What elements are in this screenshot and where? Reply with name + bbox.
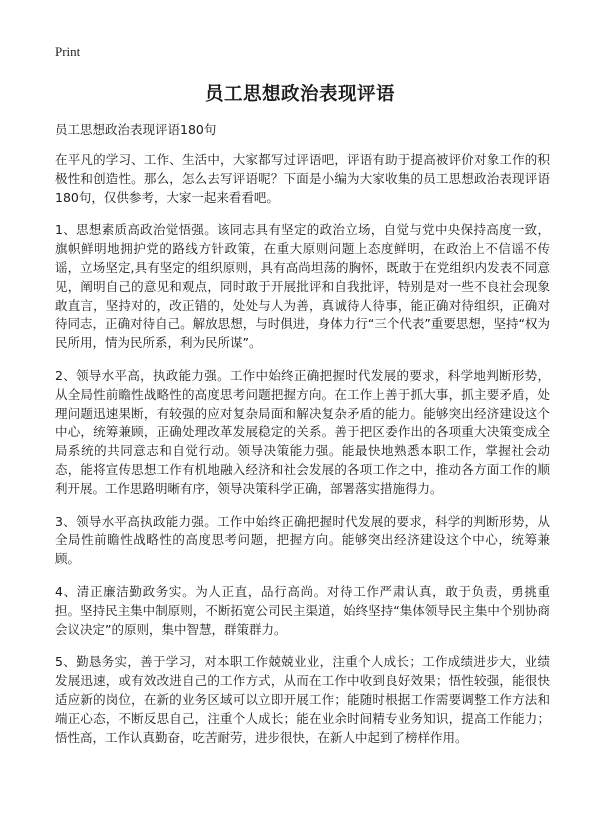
- document-subtitle: 员工思想政治表现评语180句: [55, 122, 217, 137]
- print-link[interactable]: Print: [55, 44, 81, 59]
- paragraph-2: 2、领导水平高，执政能力强。工作中始终正确把握时代发展的要求，科学地判断形势，从全局性前瞻性战略性的高度思考问题把握方向。在工作上善于抓大事，抓主要矛盾，处理问题迅速果断，有较强的应对复杂局面和解决复杂矛盾的能力。能够突出经济建设这个中心，统筹兼顾，正确处理改革发展稳定的关系。善于把区委作出的各项重大决策变成全局系统的共同意志和自觉行动。领导决策能力强。能最快地熟悉本职工作，掌握社会动态，能将宣传思想工作有机地融入经济和社会发展的各项工作之中，推动各方面工作的顺利开展。工作思路明晰有序，领导决策科学正确，部署落实措施得力。: [55, 367, 550, 496]
- paragraph-4: 4、清正廉洁勤政务实。为人正直，品行高尚。对待工作严肃认真，敢于负责，勇挑重担。坚持民主集中制原则，不断拓宽公司民主渠道，始终坚持“集体领导民主集中个别协商会议决定”的原则，集中智慧，群策群力。: [55, 583, 550, 637]
- document-body: [55, 151, 550, 761]
- paragraph-5: 5、勤恳务实，善于学习，对本职工作兢兢业业，注重个人成长；工作成绩进步大，业绩发展迅速，或有效改进自己的工作方式，从而在工作中收到良好效果；悟性较强，能很快适应新的岗位，在新的业务区域可以立即开展工作；能随时根据工作需要调整工作方法和端正心态，不断反思自己，注重个人成长；能在业余时间精专业务知识，提高工作能力；悟性高，工作认真勤奋，吃苦耐劳，进步很快，在新人中起到了榜样作用。: [55, 654, 550, 745]
- paragraph-3: 3、领导水平高执政能力强。工作中始终正确把握时代发展的要求，科学的判断形势，从全局性前瞻性战略性的高度思考问题，把握方向。能够突出经济建设这个中心，统筹兼顾。: [55, 513, 550, 567]
- intro-paragraph: 在平凡的学习、工作、生活中，大家都写过评语吧，评语有助于提高被评价对象工作的积极性和创造性。那么，怎么去写评语呢？下面是小编为大家收集的员工思想政治表现评语180句，仅供参考，大家一起来看看吧。: [55, 152, 550, 205]
- paragraph-1: 1、思想素质高政治觉悟强。该同志具有坚定的政治立场，自觉与党中央保持高度一致，旗帜鲜明地拥护党的路线方针政策，在重大原则问题上态度鲜明，在政治上不信谣不传谣，立场坚定,具有坚定的组织原则，具有高尚坦荡的胸怀，既敢于在党组织内发表不同意见，阐明自己的意见和观点，同时敢于开展批评和自我批评，特别是对一些不良社会现象敢直言，坚持对的，改正错的，处处与人为善，真诚待人待事，能正确对待组织，正确对待同志，正确对待自己。解放思想，与时俱进，身体力行“三个代表”重要思想，坚持“权为民所用，情为民所系，利为民所谋”。: [55, 222, 550, 351]
- page-title: 员工思想政治表现评语: [204, 84, 395, 105]
